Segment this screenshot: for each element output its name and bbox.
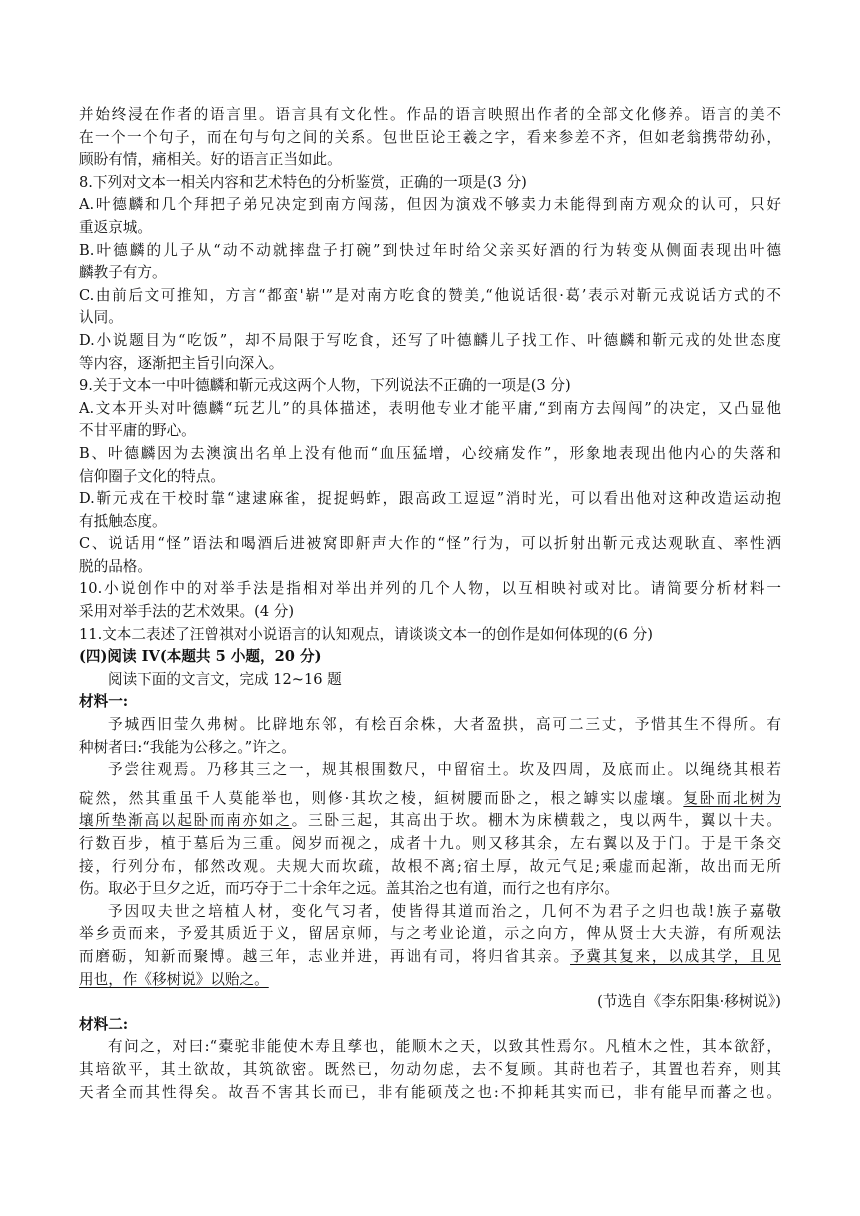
text-line: C、说话用“怪”语法和喝酒后进被窝即鼾声大作的“怪”行为，可以折射出靳元戎达观耿直、率性洒 xyxy=(79,535,781,553)
text-line: 种树者曰:“我能为公移之。”许之。 xyxy=(79,738,296,756)
text-line: 碇然，然其重虽千人莫能举也，则修·其坎之棱，絙树腰而卧之，根之罅实以虚壤。复卧而北树为 xyxy=(79,789,781,807)
text-line: 予尝往观焉。乃移其三之一，规其根围数尺，中留宿土。坎及四周，及底而止。以绳绕其根若 xyxy=(108,761,781,779)
text-line: 壤所垫渐高以起卧而南亦如之。三卧三起，其高出于坎。棚木为床横载之，曳以两牛，翼以十夫。 xyxy=(79,812,781,830)
text-line: 8.下列对文本一相关内容和艺术特色的分析鉴赏，正确的一项是(3 分) xyxy=(79,173,527,191)
text-line: (四)阅读 IV(本题共 5 小题，20 分) xyxy=(79,648,322,666)
text-line: 9.关于文本一中叶德麟和靳元戎这两个人物，下列说法不正确的一项是(3 分) xyxy=(79,377,571,395)
text-line: 10.小说创作中的对举手法是指相对举出并列的几个人物，以互相映衬或对比。请简要分析材料一 xyxy=(79,580,781,598)
text-line: B.叶德麟的儿子从“动不动就摔盘子打碗”到快过年时给父亲买好酒的行为转变从侧面表现出叶德 xyxy=(79,241,781,259)
text-line: 予城西旧莹久弗树。比辟地东邻，有桧百余株，大者盈拱，高可二三丈，予惜其生不得所。有 xyxy=(108,716,781,734)
text-line: 顾盼有情，痛相关。好的语言正当如此。 xyxy=(79,151,342,169)
text-line: 予因叹夫世之培植人材，变化气习者，使皆得其道而治之，几何不为君子之归也哉!族子嘉敬 xyxy=(108,902,781,920)
text-line: 等内容，逐渐把主旨引向深入。 xyxy=(79,354,284,372)
text-line: 在一个一个句子，而在句与句之间的关系。包世臣论王羲之字，看来参差不齐，但如老翁携带幼孙， xyxy=(79,128,781,146)
text-line: 脱的品格。 xyxy=(79,557,152,575)
text-block-lower xyxy=(79,788,781,1104)
text-line: 重返京城。 xyxy=(79,218,152,236)
text-line: B、叶德麟因为去澳演出名单上没有他而“血压猛增，心绞痛发作”，形象地表现出他内心的失落和 xyxy=(79,444,781,462)
document-page xyxy=(79,104,781,1104)
text-line: 阅读下面的文言文，完成 12~16 题 xyxy=(108,670,342,688)
underlined-text: 用也，作《移树说》以贻之。 xyxy=(79,970,269,988)
text-line: 11.文本二表述了汪曾祺对小说语言的认知观点，请谈谈文本一的创作是如何体现的(6 分) xyxy=(79,625,653,643)
text-line: 接，行列分布，郁然改观。夫规大而坎疏，故根不离;宿土厚，故元气足;乘虚而起渐，故出而无所 xyxy=(79,857,781,875)
text-line: (节选自《李东阳集·移树说》) xyxy=(597,993,781,1011)
text-line: 采用对举手法的艺术效果。(4 分) xyxy=(79,603,295,621)
text-line: D.小说题目为“吃饭”，却不局限于写吃食，还写了叶德麟儿子找工作、叶德麟和靳元戎的处世态度 xyxy=(79,331,781,349)
text-line xyxy=(79,969,781,992)
underlined-text: 予冀其复来，以成其学，且见 xyxy=(570,947,781,965)
text-line: 其培欲平，其土欲故，其筑欲密。既然已，勿动勿虑，去不复顾。其莳也若子，其置也若弃，则其 xyxy=(79,1060,781,1078)
text-line: A.叶德麟和几个拜把子弟兄决定到南方闯荡，但因为演戏不够卖力未能得到南方观众的认可，只好 xyxy=(79,196,781,214)
text-line: A.文本开头对叶德麟“玩艺儿”的具体描述，表明他专业才能平庸,“到南方去闯闯”的决定，又凸显他 xyxy=(79,399,781,417)
text-line: 行数百步，植于墓后为三重。阅岁而视之，成者十九。则又移其余，左右翼以及于门。于是干条交 xyxy=(79,835,781,852)
text-line: 材料二: xyxy=(79,1015,129,1033)
text-line: D.靳元戎在干校时靠“逮逮麻雀，捉捉蚂蚱，跟高政工逗逗”消时光，可以看出他对这种改造运动抱 xyxy=(79,490,781,508)
text-line: 举乡贡而来，予爱其质近于义，留居京师，与之考业论道，示之向方，俾从贤士大夫游，有所观法 xyxy=(79,925,781,943)
text-line: 材料一: xyxy=(79,693,129,711)
text-line: 麟教子有方。 xyxy=(79,264,167,282)
text-block-upper xyxy=(79,104,781,782)
text-line: 有问之，对曰:“橐驼非能使木寿且孳也，能顺木之天，以致其性焉尔。凡植木之性，其本欲舒， xyxy=(108,1038,781,1056)
text-line: 而磨砺，知新而聚博。越三年，志业并进，再诎有司，将归省其亲。予冀其复来，以成其学，且见 xyxy=(79,947,781,965)
text-line: 伤。取必于旦夕之近，而巧夺于二十余年之远。盖其治之也有道，而行之也有序尔。 xyxy=(79,880,619,898)
underlined-text: 复卧而北树为 xyxy=(683,789,781,807)
text-line: 不甘平庸的野心。 xyxy=(79,422,196,440)
underlined-text: 壤所垫渐高以起卧而南亦如之 xyxy=(79,812,292,830)
text-line: 并始终浸在作者的语言里。语言具有文化性。作品的语言映照出作者的全部文化修养。语言的美不 xyxy=(79,106,781,123)
text-line: 天者全而其性得矣。故吾不害其长而已，非有能硕茂之也:不抑耗其实而已，非有能早而蕃之也。 xyxy=(79,1083,781,1101)
text-line: C.由前后文可推知，方言“都蛮'崭'”是对南方吃食的赞美,“他说话很·葛’表示对靳元戎说话方式的不 xyxy=(79,286,781,304)
text-line: 有抵触态度。 xyxy=(79,512,167,530)
text-line: 认同。 xyxy=(79,309,123,327)
text-line: 信仰圈子文化的特点。 xyxy=(79,467,225,485)
